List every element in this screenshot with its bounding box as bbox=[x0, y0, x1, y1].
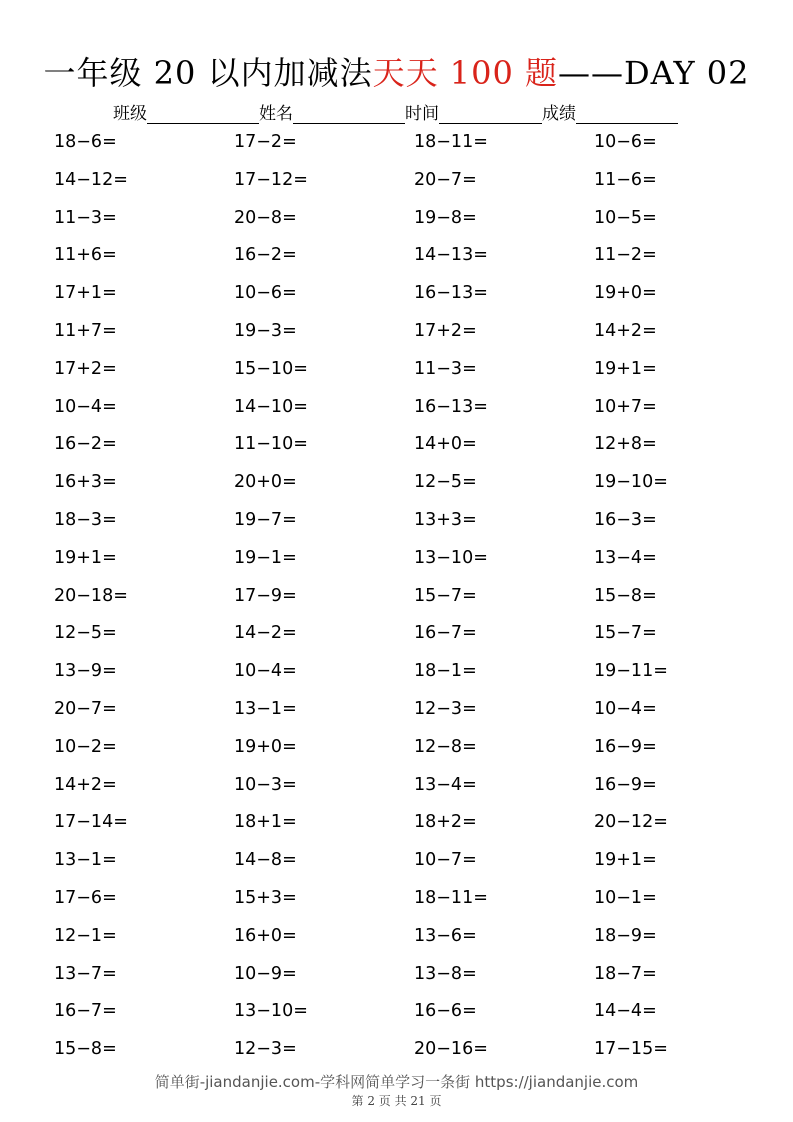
info-row bbox=[113, 98, 678, 124]
problem-item: 19+1= bbox=[594, 850, 657, 871]
problem-item: 16−2= bbox=[234, 245, 297, 266]
footer-source: 简单街-jiandanjie.com-学科网简单学习一条街 https://jiandanjie.com bbox=[154, 1073, 639, 1091]
problem-item: 16−13= bbox=[414, 283, 488, 304]
problem-item: 16+3= bbox=[54, 472, 117, 493]
problem-item: 19+1= bbox=[594, 358, 657, 379]
problem-item: 19+1= bbox=[54, 547, 117, 568]
problem-item: 12−5= bbox=[54, 623, 117, 644]
problem-item: 14−4= bbox=[594, 1001, 657, 1022]
problem-item: 18+1= bbox=[234, 812, 297, 833]
class-label: 班级 bbox=[113, 104, 147, 124]
problem-item: 14−8= bbox=[234, 850, 297, 871]
problem-item: 18−9= bbox=[594, 925, 657, 946]
problem-item: 18−6= bbox=[54, 132, 117, 152]
problem-item: 12+8= bbox=[594, 434, 657, 455]
problem-item: 10+7= bbox=[594, 396, 657, 417]
problem-item: 20+0= bbox=[234, 472, 297, 493]
problem-item: 18−1= bbox=[414, 661, 477, 682]
problem-item: 10−3= bbox=[234, 774, 297, 795]
problem-item: 10−5= bbox=[594, 207, 657, 228]
problem-item: 14−13= bbox=[414, 245, 488, 266]
problem-item: 10−9= bbox=[234, 963, 297, 984]
problem-item: 18−11= bbox=[414, 887, 488, 908]
problem-item: 15−7= bbox=[414, 585, 477, 606]
problem-item: 10−7= bbox=[414, 850, 477, 871]
page-number: 第 2 页 共 21 页 bbox=[351, 1094, 442, 1108]
problem-item: 18−3= bbox=[54, 509, 117, 530]
problem-item: 15−7= bbox=[594, 623, 657, 644]
problem-item: 14−12= bbox=[54, 169, 128, 190]
problem-item: 13−4= bbox=[594, 547, 657, 568]
problem-item: 11+6= bbox=[54, 245, 117, 266]
name-field bbox=[259, 99, 405, 124]
problem-item: 13−8= bbox=[414, 963, 477, 984]
score-label: 成绩 bbox=[542, 104, 576, 124]
problem-item: 16−9= bbox=[594, 736, 657, 757]
problem-item: 17−9= bbox=[234, 585, 297, 606]
problem-item: 12−1= bbox=[54, 925, 117, 946]
problem-item: 10−1= bbox=[594, 887, 657, 908]
problem-item: 15−10= bbox=[234, 358, 308, 379]
problem-item: 13−4= bbox=[414, 774, 477, 795]
score-blank[interactable] bbox=[576, 103, 678, 124]
problem-item: 17+1= bbox=[54, 283, 117, 304]
problem-item: 20−7= bbox=[414, 169, 477, 190]
problem-item: 15−8= bbox=[54, 1039, 117, 1060]
problem-item: 19−7= bbox=[234, 509, 297, 530]
problem-item: 17−2= bbox=[234, 132, 297, 152]
problem-item: 20−16= bbox=[414, 1039, 488, 1060]
problem-item: 19−11= bbox=[594, 661, 668, 682]
problem-item: 19−3= bbox=[234, 320, 297, 341]
problem-item: 19+0= bbox=[234, 736, 297, 757]
problem-item: 20−18= bbox=[54, 585, 128, 606]
problem-item: 17−12= bbox=[234, 169, 308, 190]
problem-item: 20−7= bbox=[54, 698, 117, 719]
problem-item: 16−13= bbox=[414, 396, 488, 417]
problem-item: 10−4= bbox=[54, 396, 117, 417]
class-field bbox=[113, 99, 259, 124]
problem-item: 20−12= bbox=[594, 812, 668, 833]
problem-item: 14+0= bbox=[414, 434, 477, 455]
problem-item: 19−1= bbox=[234, 547, 297, 568]
problem-item: 14−2= bbox=[234, 623, 297, 644]
problem-item: 12−8= bbox=[414, 736, 477, 757]
score-field bbox=[542, 99, 678, 124]
problem-item: 18−11= bbox=[414, 132, 488, 152]
problem-item: 17+2= bbox=[54, 358, 117, 379]
problem-item: 10−2= bbox=[54, 736, 117, 757]
problem-item: 14+2= bbox=[54, 774, 117, 795]
problem-item: 17−14= bbox=[54, 812, 128, 833]
problem-item: 11−6= bbox=[594, 169, 657, 190]
problem-item: 13−6= bbox=[414, 925, 477, 946]
problem-item: 13−10= bbox=[234, 1001, 308, 1022]
problem-grid bbox=[54, 124, 754, 1069]
problem-item: 12−3= bbox=[234, 1039, 297, 1060]
problem-item: 15+3= bbox=[234, 887, 297, 908]
problem-item: 16−3= bbox=[594, 509, 657, 530]
page-title bbox=[0, 50, 793, 96]
time-field bbox=[405, 99, 542, 124]
problem-item: 13−7= bbox=[54, 963, 117, 984]
problem-item: 12−5= bbox=[414, 472, 477, 493]
problem-item: 13−1= bbox=[54, 850, 117, 871]
problem-item: 10−6= bbox=[234, 283, 297, 304]
problem-item: 11−3= bbox=[54, 207, 117, 228]
problem-item: 10−6= bbox=[594, 132, 657, 152]
problem-item: 18+2= bbox=[414, 812, 477, 833]
problem-item: 12−3= bbox=[414, 698, 477, 719]
problem-item: 10−4= bbox=[594, 698, 657, 719]
problem-item: 16−2= bbox=[54, 434, 117, 455]
problem-item: 13−10= bbox=[414, 547, 488, 568]
problem-item: 17−6= bbox=[54, 887, 117, 908]
problem-item: 18−7= bbox=[594, 963, 657, 984]
problem-item: 16−7= bbox=[414, 623, 477, 644]
problem-item: 15−8= bbox=[594, 585, 657, 606]
problem-item: 13−9= bbox=[54, 661, 117, 682]
title-highlight: 天天 100 题 bbox=[372, 54, 559, 92]
problem-item: 17−15= bbox=[594, 1039, 668, 1060]
problem-item: 20−8= bbox=[234, 207, 297, 228]
problem-item: 13−1= bbox=[234, 698, 297, 719]
problem-item: 17+2= bbox=[414, 320, 477, 341]
class-blank[interactable] bbox=[147, 103, 259, 124]
problem-item: 14−10= bbox=[234, 396, 308, 417]
problem-item: 19−10= bbox=[594, 472, 668, 493]
time-label: 时间 bbox=[405, 104, 439, 124]
title-day: ——DAY 02 bbox=[558, 54, 750, 92]
problem-item: 11−2= bbox=[594, 245, 657, 266]
problem-item: 11−10= bbox=[234, 434, 308, 455]
problem-item: 19−8= bbox=[414, 207, 477, 228]
problem-item: 16+0= bbox=[234, 925, 297, 946]
name-blank[interactable] bbox=[293, 103, 405, 124]
problem-item: 14+2= bbox=[594, 320, 657, 341]
problem-item: 11+7= bbox=[54, 320, 117, 341]
time-blank[interactable] bbox=[439, 103, 542, 124]
problem-item: 16−7= bbox=[54, 1001, 117, 1022]
title-main: 一年级 20 以内加减法 bbox=[43, 54, 373, 92]
problem-item: 13+3= bbox=[414, 509, 477, 530]
problem-item: 10−4= bbox=[234, 661, 297, 682]
problem-item: 16−9= bbox=[594, 774, 657, 795]
problem-item: 16−6= bbox=[414, 1001, 477, 1022]
problem-item: 11−3= bbox=[414, 358, 477, 379]
name-label: 姓名 bbox=[259, 104, 293, 124]
problem-item: 19+0= bbox=[594, 283, 657, 304]
